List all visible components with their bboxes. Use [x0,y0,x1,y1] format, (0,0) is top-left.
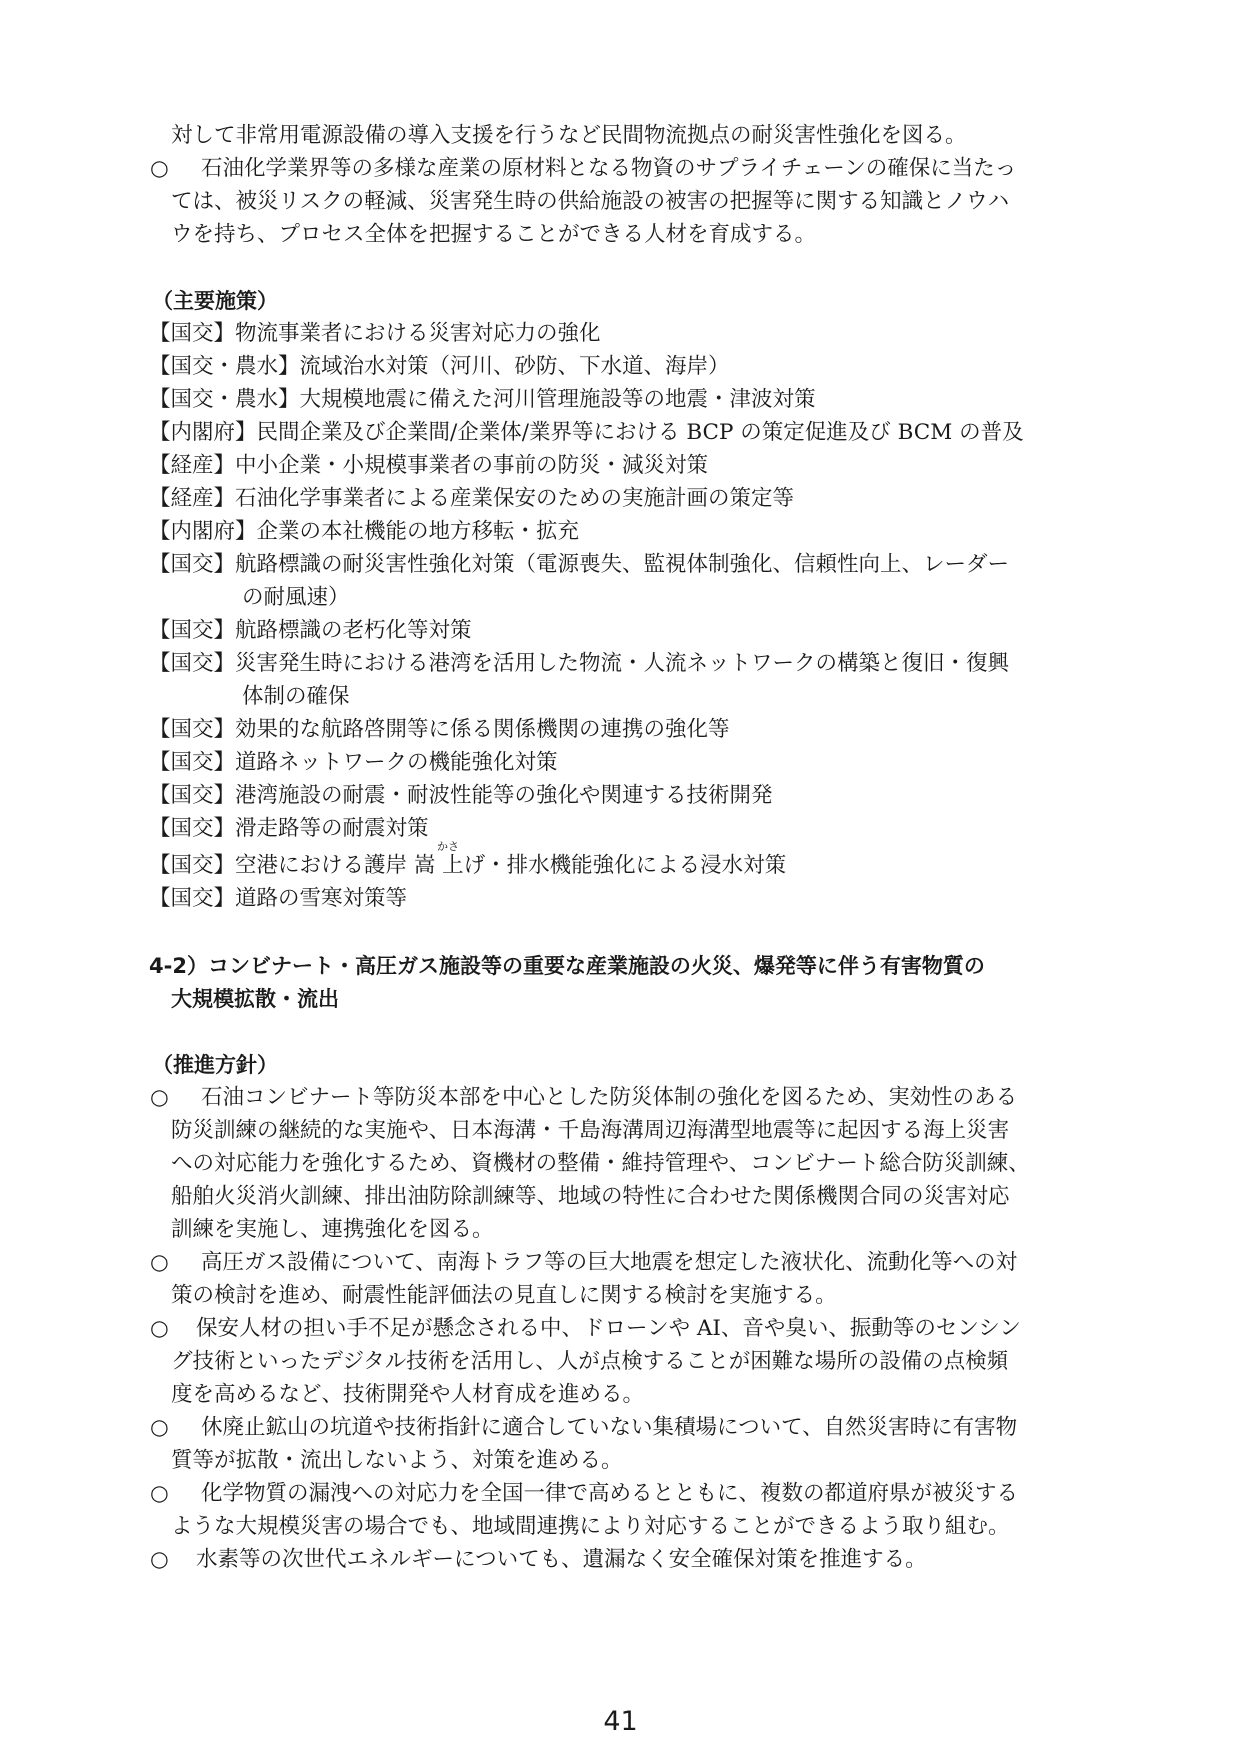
measure-item: 【国交】航路標識の老朽化等対策 [149,618,472,643]
bullet-circle: ○ [150,1316,169,1341]
bullet-circle: ○ [150,156,169,181]
paragraph-line: 度を高めるなど、技術開発や人材育成を進める。 [171,1382,645,1407]
measure-item: 【内閣府】企業の本社機能の地方移転・拡充 [149,519,580,544]
measure-item: 【国交】空港における護岸 嵩 上げ・排水機能強化による浸水対策 [149,853,787,878]
paragraph-line: 石油コンビナート等防災本部を中心とした防災体制の強化を図るため、実効性のある [201,1085,1018,1110]
measure-item: 【国交】滑走路等の耐震対策 [149,816,429,841]
paragraph-line: 休廃止鉱山の坑道や技術指針に適合していない集積場について、自然災害時に有害物 [201,1415,1018,1440]
bullet-circle: ○ [150,1085,169,1110]
page-number: 41 [603,1706,638,1737]
paragraph-line: 保安人材の担い手不足が懸念される中、ドローンや AI、音や臭い、振動等のセンシン [196,1316,1021,1341]
section-heading-line1: 4-2）コンビナート・高圧ガス施設等の重要な産業施設の火災、爆発等に伴う有害物質の [149,954,985,978]
measure-item: 【経産】中小企業・小規模事業者の事前の防災・減災対策 [149,453,709,478]
measure-item: 【国交】道路ネットワークの機能強化対策 [149,750,558,775]
measure-item: 【国交・農水】大規模地震に備えた河川管理施設等の地震・津波対策 [149,387,816,412]
bullet-circle: ○ [150,1481,169,1506]
policy-heading: （推進方針） [152,1053,278,1077]
paragraph-line: 訓練を実施し、連携強化を図る。 [171,1217,494,1242]
paragraph-line: 防災訓練の継続的な実施や、日本海溝・千島海溝周辺海溝型地震等に起因する海上災害 [171,1118,1010,1143]
measure-item-continuation: の耐風速） [242,585,350,610]
measure-item: 【経産】石油化学事業者による産業保安のための実施計画の策定等 [149,486,795,511]
measure-item: 【国交】災害発生時における港湾を活用した物流・人流ネットワークの構築と復旧・復興 [149,651,1010,676]
bullet-circle: ○ [150,1415,169,1440]
measure-item: 【国交】航路標識の耐災害性強化対策（電源喪失、監視体制強化、信頼性向上、レーダー [149,552,1010,577]
measure-item: 【国交・農水】流域治水対策（河川、砂防、下水道、海岸） [149,354,730,379]
paragraph-line: 水素等の次世代エネルギーについても、遺漏なく安全確保対策を推進する。 [196,1547,927,1572]
paragraph-line: グ技術といったデジタル技術を活用し、人が点検することが困難な場所の設備の点検頻 [171,1349,1009,1374]
measure-item: 【国交】物流事業者における災害対応力の強化 [149,321,601,346]
paragraph-line: ような大規模災害の場合でも、地域間連携により対応することができるよう取り組む。 [171,1514,1010,1539]
paragraph-line: への対応能力を強化するため、資機材の整備・維持管理や、コンビナート総合防災訓練、 [171,1151,1030,1176]
paragraph-line: 高圧ガス設備について、南海トラフ等の巨大地震を想定した液状化、流動化等への対 [201,1250,1018,1275]
paragraph-line: 船舶火災消火訓練、排出油防除訓練等、地域の特性に合わせた関係機関合同の災害対応 [171,1184,1010,1209]
bullet-circle: ○ [150,1547,169,1572]
main-measures-heading: （主要施策） [152,289,278,313]
bullet-circle: ○ [150,1250,169,1275]
ruby-annotation: かさ [437,840,459,853]
section-heading-line2: 大規模拡散・流出 [171,987,339,1011]
continuation-line: 対して非常用電源設備の導入支援を行うなど民間物流拠点の耐災害性強化を図る。 [171,123,967,148]
paragraph-line: ては、被災リスクの軽減、災害発生時の供給施設の被害の把握等に関する知識とノウハ [171,189,1010,214]
measure-item: 【内閣府】民間企業及び企業間/企業体/業界等における BCP の策定促進及び BCM の普及 [149,420,1024,445]
measure-item: 【国交】効果的な航路啓開等に係る関係機関の連携の強化等 [149,717,730,742]
paragraph-line: 化学物質の漏洩への対応力を全国一律で高めるとともに、複数の都道府県が被災する [201,1481,1019,1506]
measure-item: 【国交】港湾施設の耐震・耐波性能等の強化や関連する技術開発 [149,783,773,808]
measure-item: 【国交】道路の雪寒対策等 [149,886,408,911]
paragraph-line: ウを持ち、プロセス全体を把握することができる人材を育成する。 [171,222,817,247]
paragraph-line: 策の検討を進め、耐震性能評価法の見直しに関する検討を実施する。 [171,1283,837,1308]
paragraph-line: 石油化学業界等の多様な産業の原材料となる物資のサプライチェーンの確保に当たっ [201,156,1017,181]
paragraph-line: 質等が拡散・流出しないよう、対策を進める。 [171,1448,623,1473]
measure-item-continuation: 体制の確保 [242,684,350,709]
